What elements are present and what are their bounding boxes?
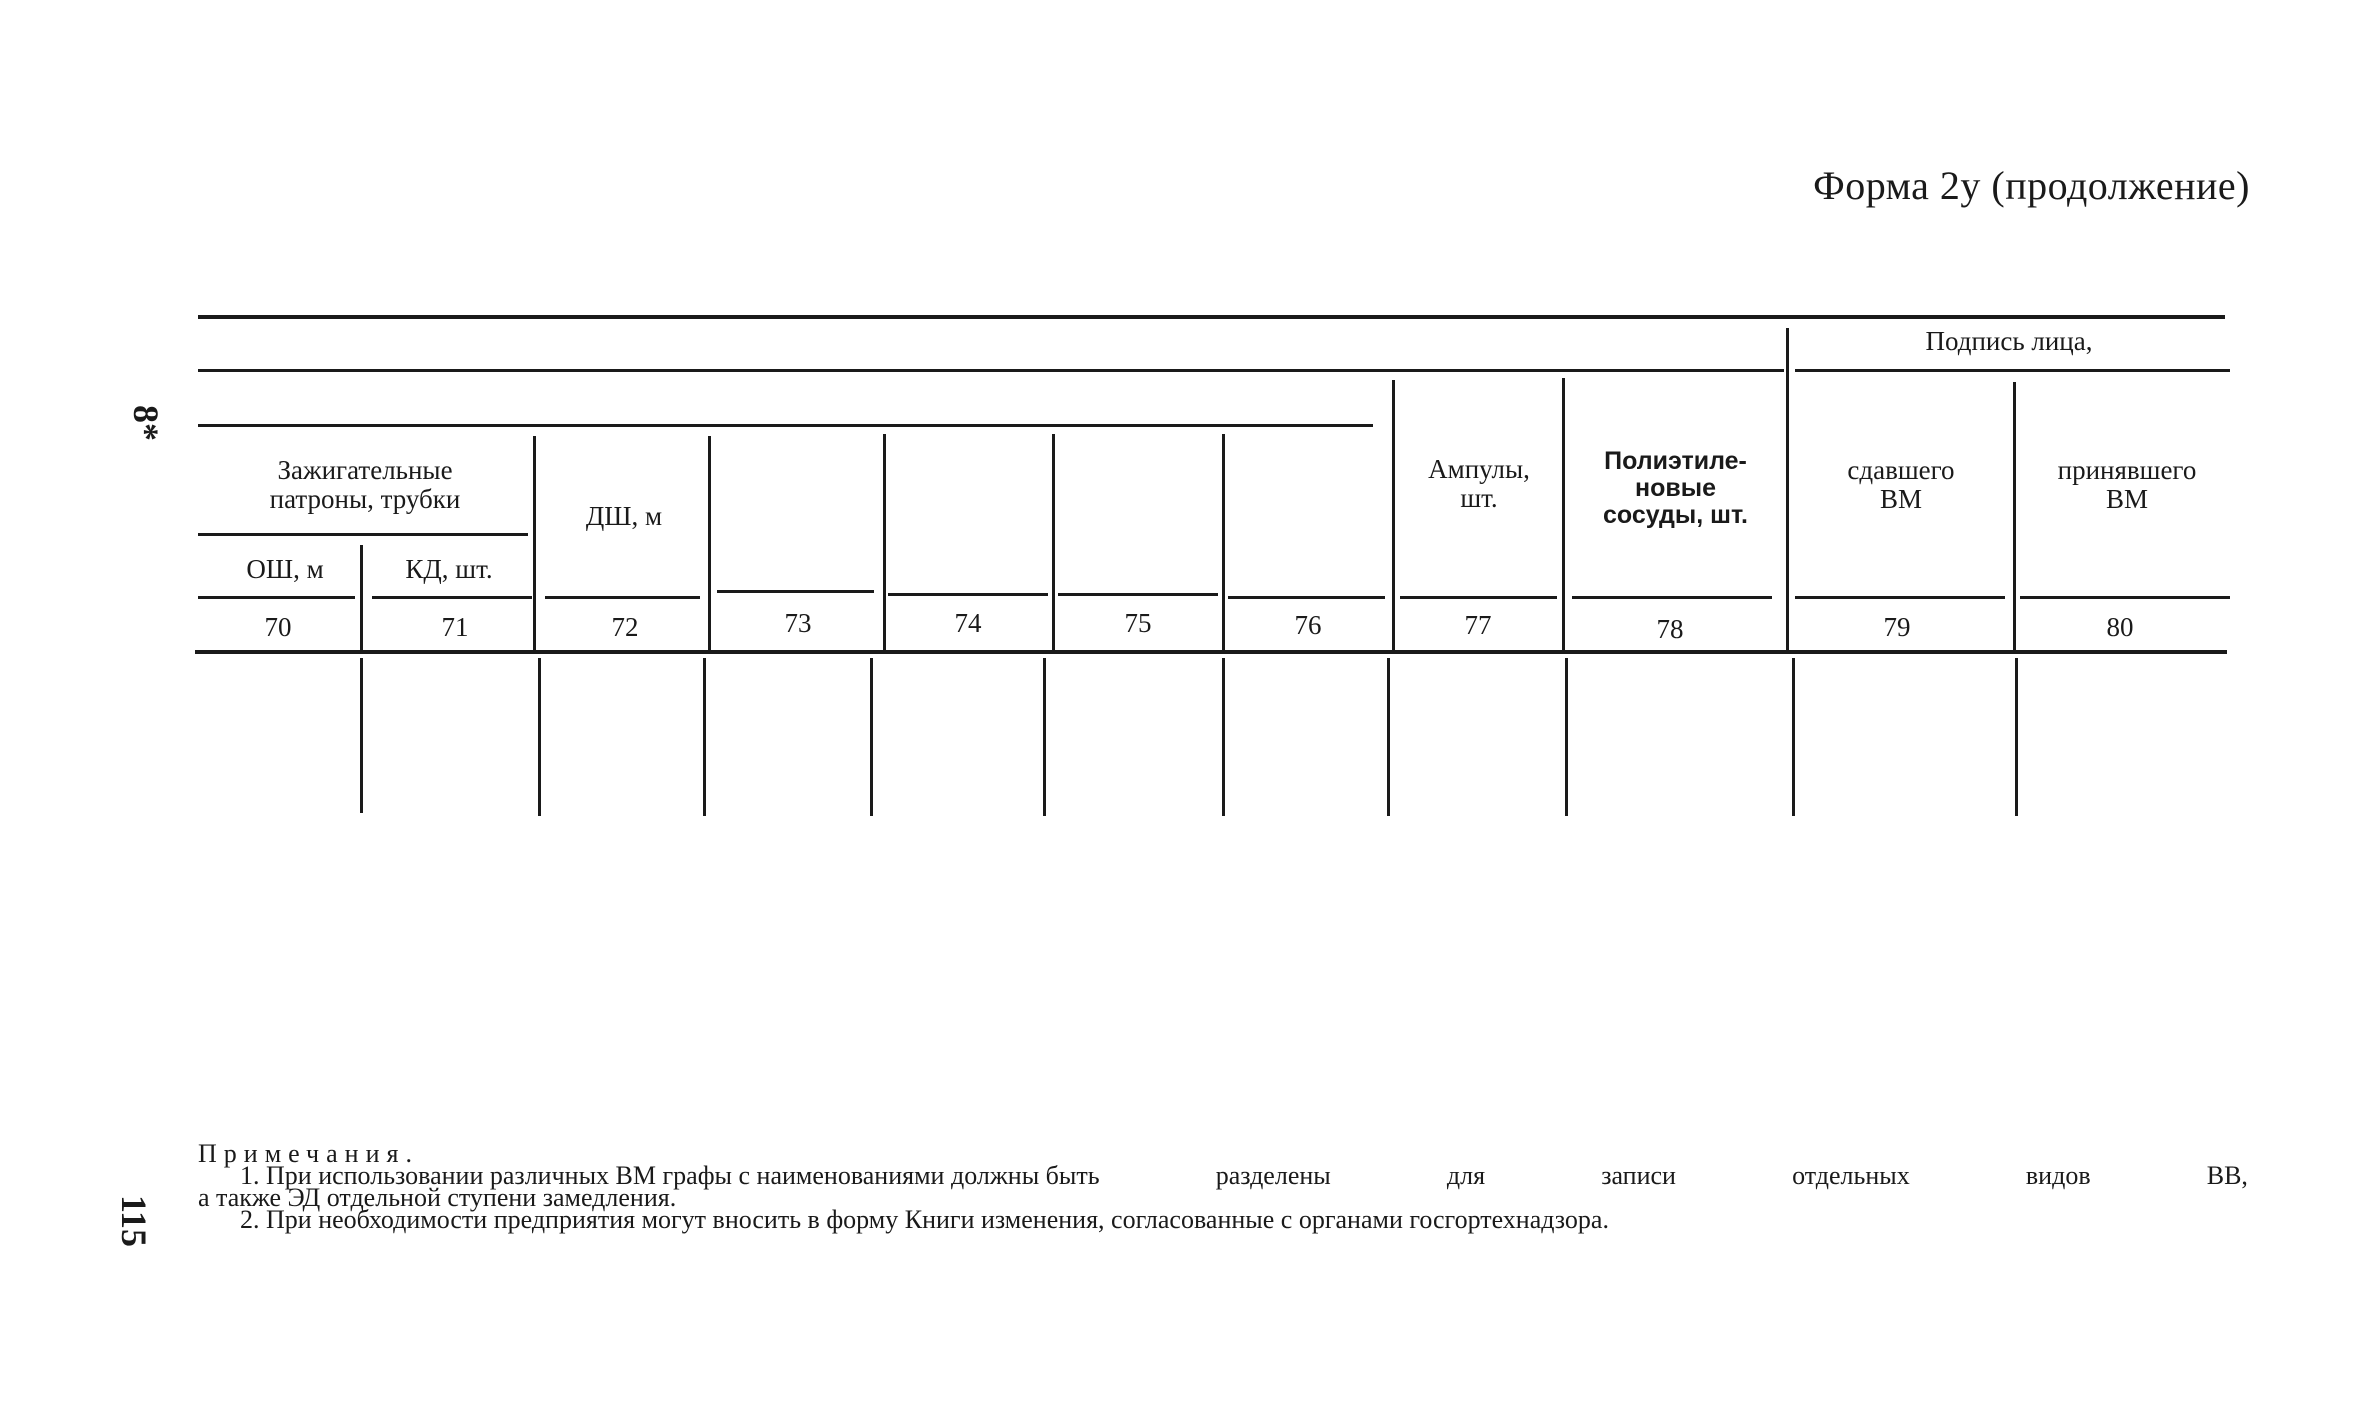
header-polyethylene: [1565, 448, 1786, 529]
notes-item1-line2: а также ЭД отдельной ступени замедления.: [198, 1183, 677, 1212]
header-handed-line2: ВМ: [1879, 484, 1923, 514]
vrule-header-4: [1052, 434, 1055, 650]
notes-block: [198, 1139, 2248, 1234]
rule-numbers-top-7: [1228, 596, 1385, 599]
header-poly-line3: сосуды, шт.: [1603, 501, 1748, 529]
rule-second: [198, 369, 1784, 372]
vrule-header-3: [883, 434, 886, 650]
notes-heading: Примечания.: [198, 1139, 419, 1168]
column-number: 79: [1883, 612, 1911, 642]
rule-numbers-top-2: [372, 596, 532, 599]
vrule-body-7: [1387, 658, 1390, 816]
vrule-body-9: [1792, 658, 1795, 816]
column-number: 75: [1124, 608, 1152, 638]
vrule-header-1: [533, 436, 536, 650]
vrule-body-6: [1222, 658, 1225, 816]
vrule-header-6: [1392, 380, 1395, 650]
column-number: 76: [1294, 610, 1322, 640]
header-ignition-line2: патроны, трубки: [269, 484, 461, 514]
header-handed-over: [1789, 456, 2013, 514]
vrule-body-4: [870, 658, 873, 816]
column-number: 80: [2106, 612, 2134, 642]
header-received-line2: ВМ: [2105, 484, 2149, 514]
column-number: 70: [264, 612, 292, 642]
notes-item1-segment: записи: [1601, 1161, 1676, 1190]
vrule-body-3: [703, 658, 706, 816]
column-number: 72: [611, 612, 639, 642]
header-signature-group: Подпись лица,: [1925, 326, 2093, 356]
rule-signature-group: [1795, 369, 2230, 372]
rule-numbers-top-5: [888, 593, 1048, 596]
rule-numbers-top-9: [1572, 596, 1772, 599]
notes-item1-segment: ВВ,: [2206, 1161, 2248, 1190]
header-poly-line2: новые: [1635, 474, 1716, 502]
column-number: 73: [784, 608, 812, 638]
notes-item1-segment: видов: [2025, 1161, 2091, 1190]
header-ampoules-line2: шт.: [1460, 483, 1498, 513]
form-title: Форма 2у (продолжение): [1813, 163, 2250, 208]
rule-top: [198, 315, 2225, 319]
rule-numbers-top-6: [1058, 593, 1218, 596]
vrule-body-2: [538, 658, 541, 816]
header-received: [2016, 456, 2238, 514]
side-mark-bottom: 115: [114, 1194, 155, 1248]
header-kd: КД, шт.: [405, 554, 493, 584]
notes-item2: 2. При необходимости предприятия могут вносить в форму Книги изменения, согласованные с органами госгортехнадзора.: [240, 1205, 1609, 1234]
side-mark-top: 8*: [126, 405, 166, 441]
column-number: 78: [1656, 614, 1684, 644]
rule-numbers-top-3: [545, 596, 700, 599]
header-ignition-line1: Зажигательные: [277, 455, 453, 485]
rule-ignition-group: [198, 533, 528, 536]
vrule-header-5: [1222, 434, 1225, 650]
header-ampoules-line1: Ампулы,: [1428, 454, 1530, 484]
rule-numbers-top-4: [717, 590, 874, 593]
vrule-header-2: [708, 436, 711, 650]
header-ignition: [200, 456, 530, 514]
rule-numbers-top-11: [2020, 596, 2230, 599]
rule-numbers-bottom: [195, 650, 2227, 654]
rule-third: [198, 424, 1373, 427]
vrule-body-1: [360, 658, 363, 813]
vrule-osh-kd: [360, 545, 363, 650]
header-osh: ОШ, м: [246, 554, 324, 584]
column-number: 71: [441, 612, 469, 642]
column-number: 77: [1464, 610, 1492, 640]
notes-item1-segment: разделены: [1215, 1161, 1331, 1190]
vrule-header-9: [2013, 382, 2016, 650]
notes-item1-segment: 1. При использовании различных ВМ графы с наименованиями должны быть: [240, 1161, 1100, 1190]
column-number: 74: [954, 608, 982, 638]
header-poly-line1: Полиэтиле-: [1604, 447, 1747, 475]
rule-numbers-top-10: [1795, 596, 2005, 599]
notes-item1-segment: для: [1446, 1161, 1486, 1190]
header-handed-line1: сдавшего: [1847, 455, 1955, 485]
vrule-body-10: [2015, 658, 2018, 816]
rule-numbers-top-1: [198, 596, 355, 599]
vrule-body-8: [1565, 658, 1568, 816]
header-dsh: ДШ, м: [585, 501, 663, 531]
header-ampoules: [1395, 455, 1563, 513]
vrule-body-5: [1043, 658, 1046, 816]
header-received-line1: принявшего: [2057, 455, 2197, 485]
rule-numbers-top-8: [1400, 596, 1557, 599]
notes-item1-segment: отдельных: [1792, 1161, 1910, 1190]
